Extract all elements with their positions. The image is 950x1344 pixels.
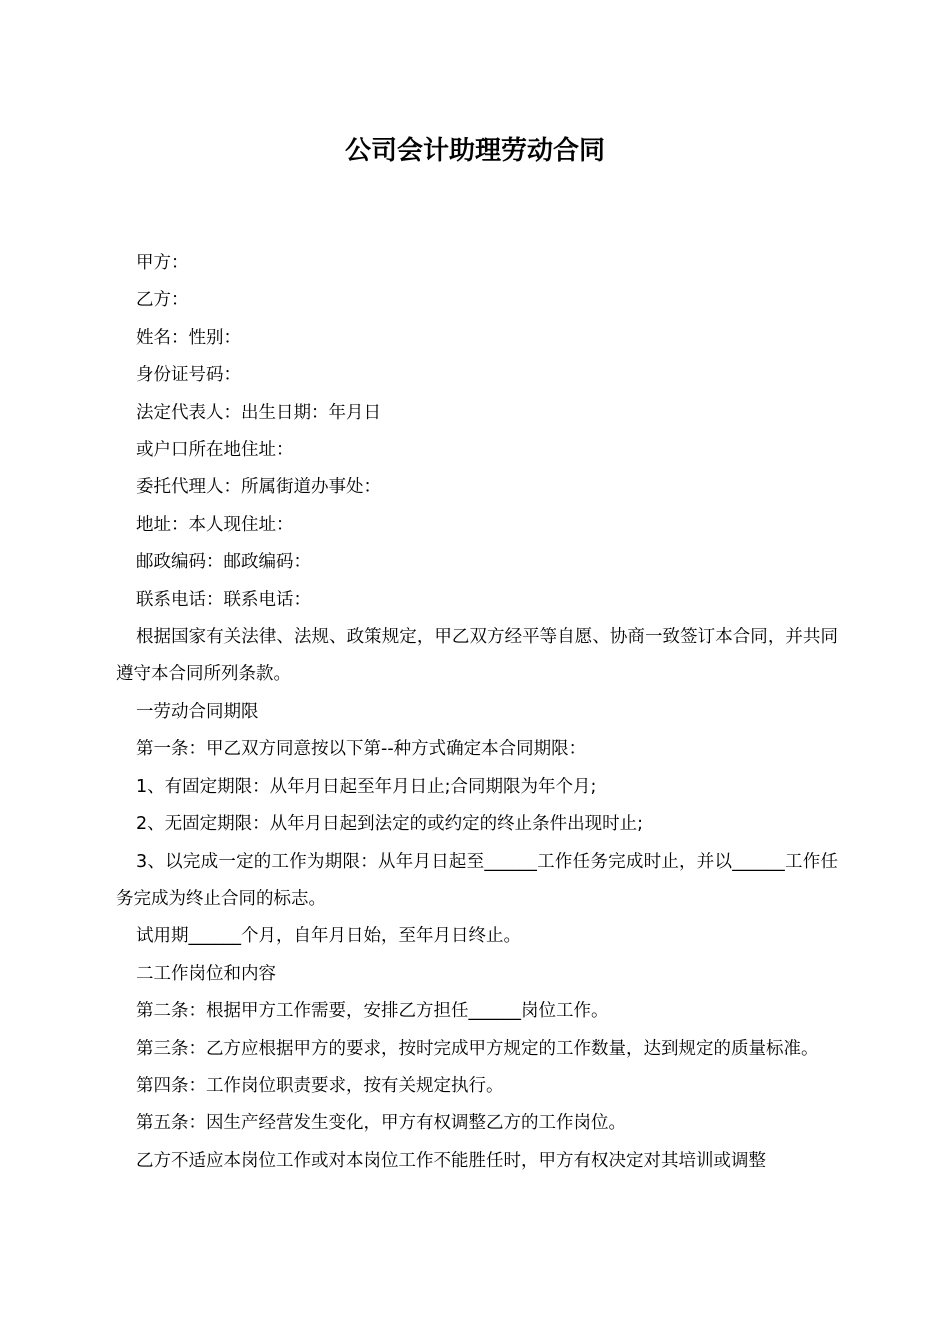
article-5: 第五条：因生产经营发生变化，甲方有权调整乙方的工作岗位。 — [136, 1113, 626, 1134]
article-4: 第四条：工作岗位职责要求，按有关规定执行。 — [136, 1075, 504, 1096]
article-3: 第三条：乙方应根据甲方的要求，按时完成甲方规定的工作数量，达到规定的质量标准。 — [136, 1038, 819, 1059]
article-5-continued: 乙方不适应本岗位工作或对本岗位工作不能胜任时，甲方有权决定对其培训或调整 — [136, 1150, 766, 1171]
article-1: 第一条：甲乙双方同意按以下第--种方式确定本合同期限： — [136, 739, 587, 760]
id-number-line: 身份证号码： — [136, 365, 241, 386]
document-body — [116, 245, 838, 1180]
term-option-1: 1、有固定期限：从年月日起至年月日止;合同期限为年个月; — [136, 776, 597, 797]
term-option-3: 3、以完成一定的工作为期限：从年月日起至______工作任务完成时止，并以______工作任务完成为终止合同的标志。 — [116, 851, 838, 909]
probation-line: 试用期______个月，自年月日始，至年月日终止。 — [136, 926, 521, 947]
preamble-paragraph: 根据国家有关法律、法规、政策规定，甲乙双方经平等自愿、协商一致签订本合同，并共同遵守本合同所列条款。 — [116, 627, 838, 685]
document-title: 公司会计助理劳动合同 — [344, 136, 605, 166]
name-gender-line: 姓名：性别： — [136, 327, 241, 348]
article-2: 第二条：根据甲方工作需要，安排乙方担任______岗位工作。 — [136, 1001, 609, 1022]
agent-street-office-line: 委托代理人：所属街道办事处： — [136, 477, 381, 498]
section-heading-position: 二工作岗位和内容 — [136, 963, 276, 984]
address-line: 地址：本人现住址： — [136, 514, 294, 535]
section-heading-term: 一劳动合同期限 — [136, 701, 259, 722]
party-b-line: 乙方： — [136, 290, 189, 311]
legal-rep-birthdate-line: 法定代表人：出生日期：年月日 — [136, 402, 381, 423]
postcode-line: 邮政编码：邮政编码： — [136, 552, 311, 573]
party-a-line: 甲方： — [136, 253, 189, 273]
phone-line: 联系电话：联系电话： — [136, 589, 311, 610]
term-option-2: 2、无固定期限：从年月日起到法定的或约定的终止条件出现时止; — [136, 814, 644, 835]
household-address-line: 或户口所在地住址： — [136, 440, 294, 461]
